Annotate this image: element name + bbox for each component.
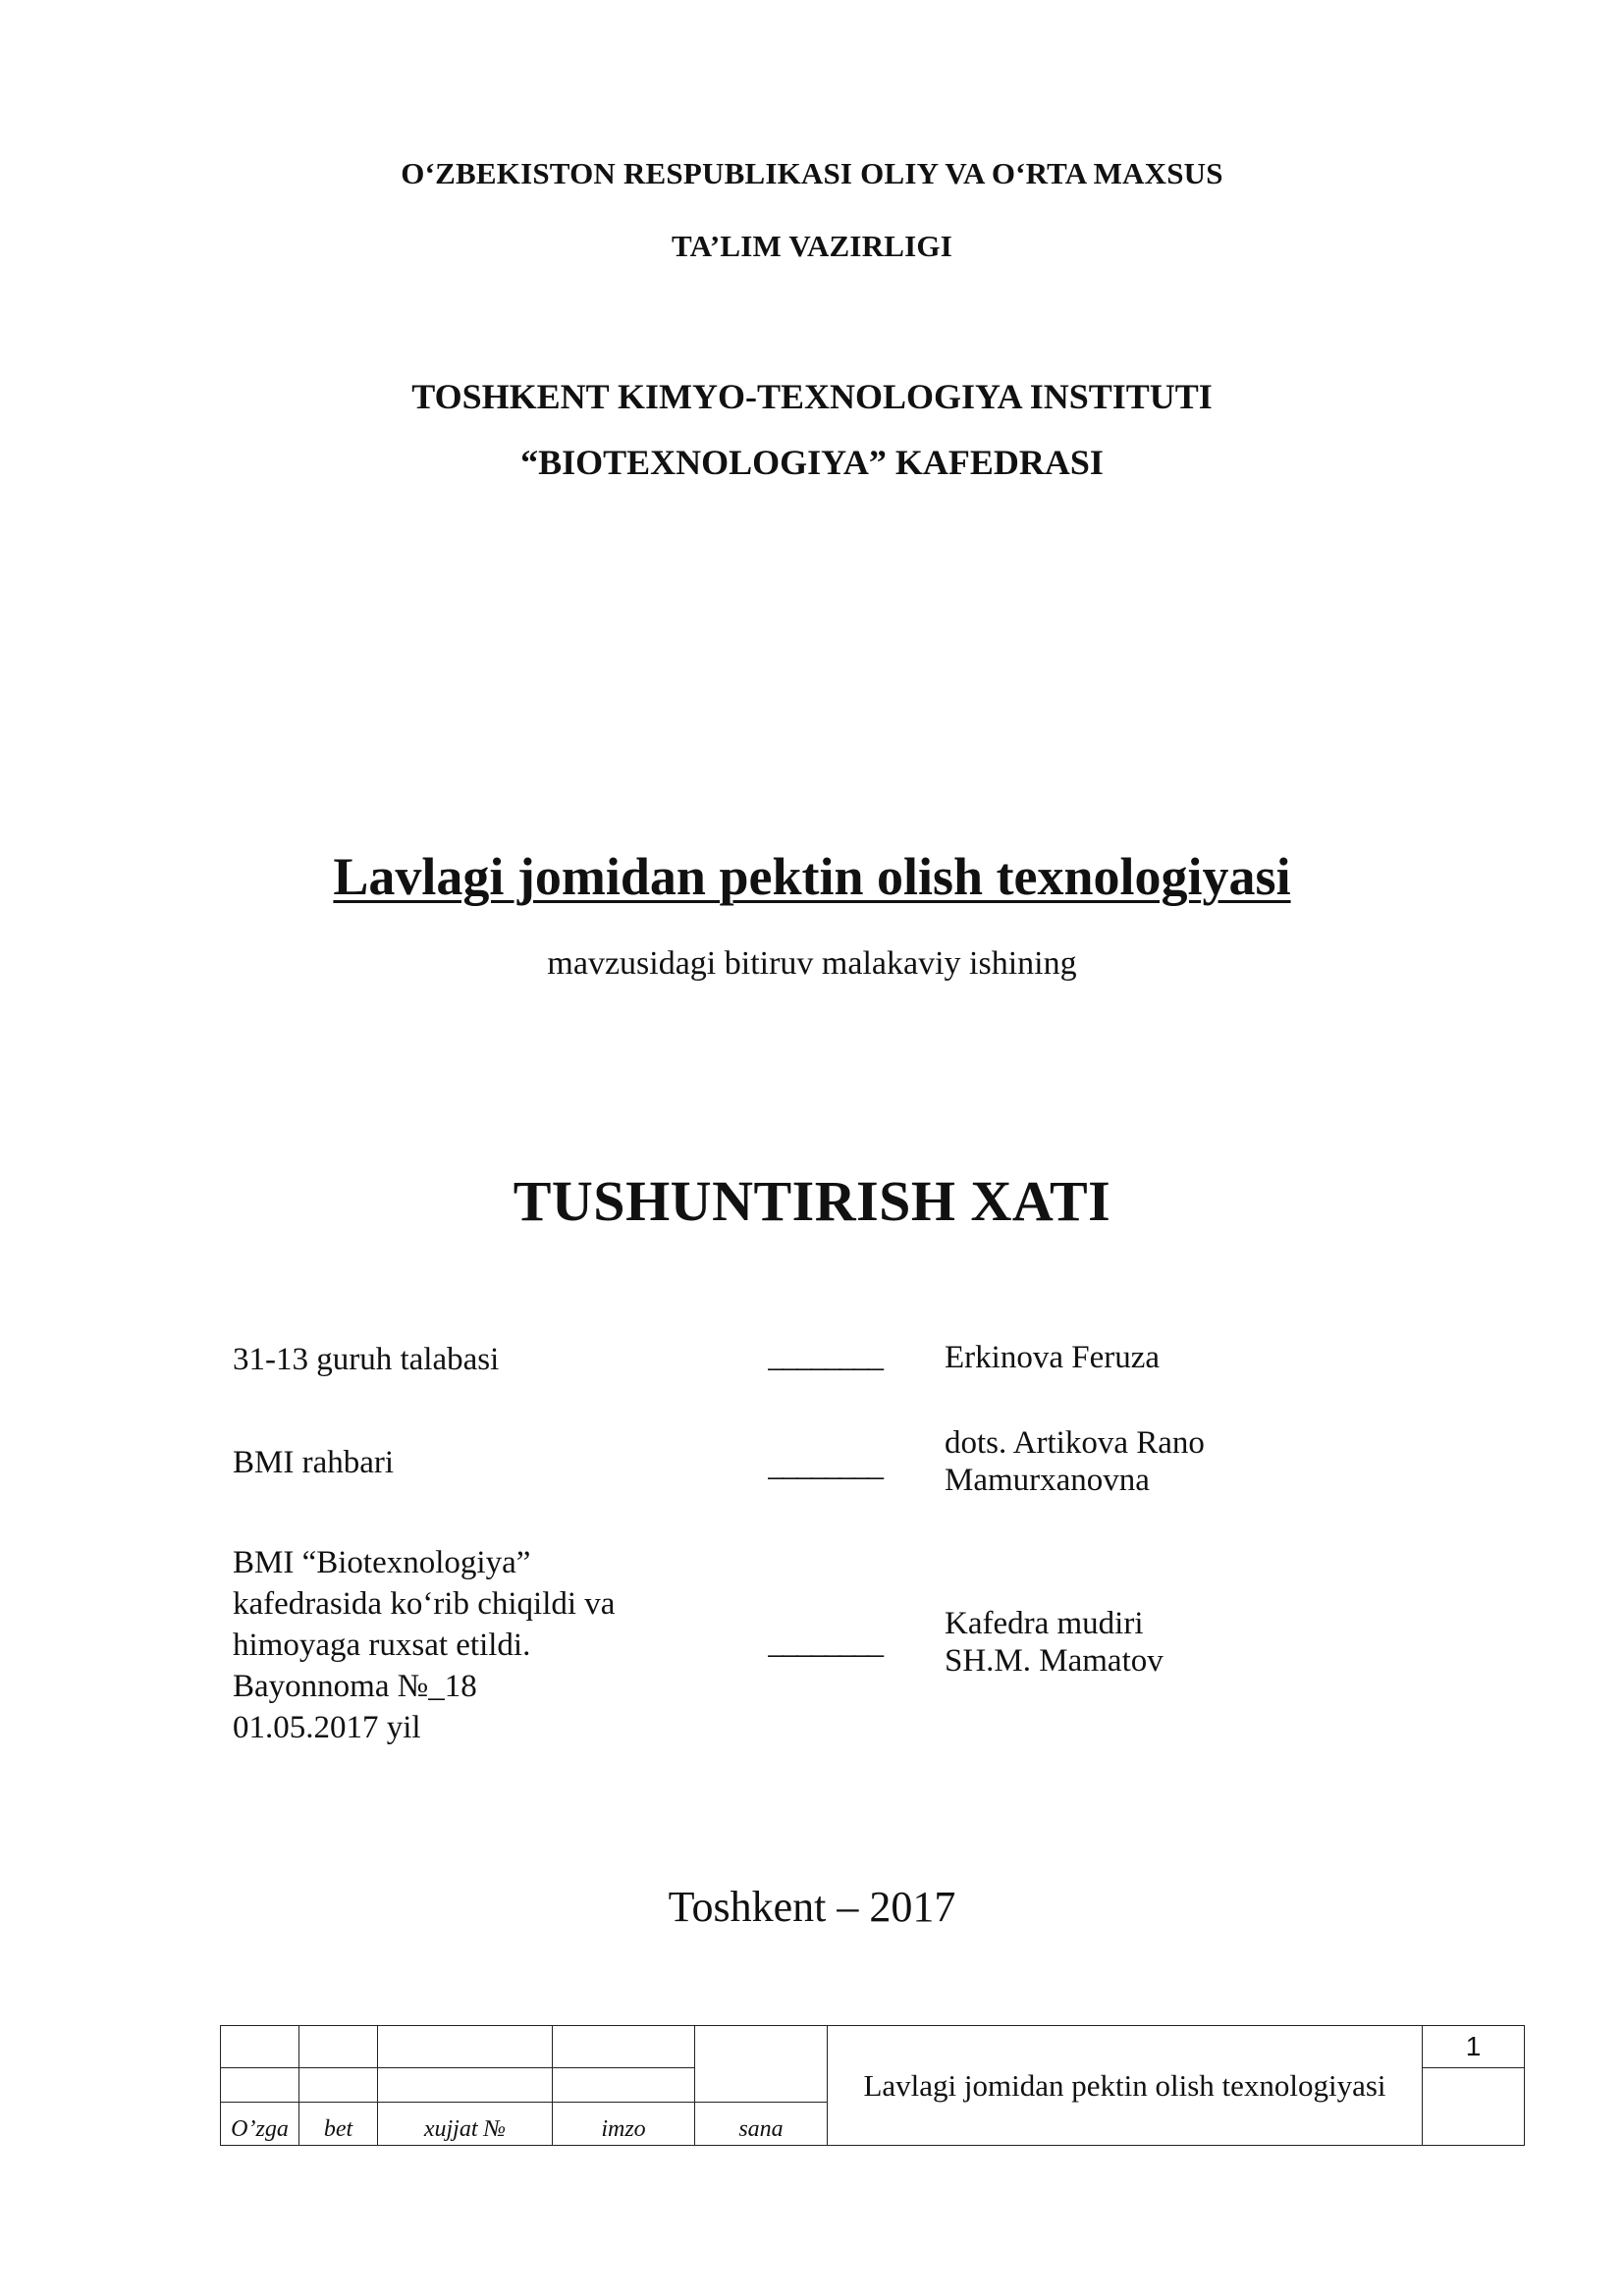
title-block-stamp — [220, 2025, 1524, 2145]
signature-row-2-role — [233, 1442, 743, 1483]
topic-subtitle: mavzusidagi bitiruv malakaviy ishining — [547, 945, 1077, 982]
stamp-cell — [378, 2068, 553, 2103]
document-kind-title: TUSHUNTIRISH XATI — [513, 1169, 1111, 1233]
institute-name: TOSHKENT KIMYO-TEXNOLOGIYA INSTITUTI — [411, 377, 1213, 416]
stamp-label-page: bet — [299, 2103, 378, 2146]
stamp-document-title: Lavlagi jomidan pektin olish texnologiyasi — [828, 2026, 1423, 2146]
signature-row-3-line: ________ — [768, 1626, 882, 1661]
stamp-cell — [221, 2026, 299, 2068]
signature-row-1-line: ________ — [768, 1339, 882, 1374]
stamp-cell — [221, 2068, 299, 2103]
role-line: BMI rahbari — [233, 1445, 395, 1480]
stamp-cell — [378, 2026, 553, 2068]
signature-row-2-line: ________ — [768, 1448, 882, 1483]
role-line: himoyaga ruxsat etildi. — [233, 1628, 531, 1663]
stamp-cell — [553, 2068, 695, 2103]
stamp-sheet-number: 1 — [1423, 2026, 1525, 2068]
topic-title: Lavlagi jomidan pektin olish texnologiyasi — [333, 847, 1291, 906]
ministry-line-1: O‘ZBEKISTON RESPUBLIKASI OLIY VA O‘RTA MAXSUS — [401, 156, 1223, 190]
department-name: “BIOTEXNOLOGIYA” KAFEDRASI — [520, 443, 1104, 482]
stamp-label-change: O’zga — [221, 2103, 299, 2146]
role-line: 31-13 guruh talabasi — [233, 1342, 500, 1377]
signature-row-3-role — [233, 1542, 743, 1748]
role-line: 01.05.2017 yil — [233, 1710, 421, 1745]
stamp-label-date: sana — [695, 2103, 828, 2146]
role-line: BMI “Biotexnologiya” — [233, 1545, 531, 1580]
stamp-cell — [553, 2026, 695, 2068]
place-and-year: Toshkent – 2017 — [668, 1883, 956, 1931]
name-line: Kafedra mudiri — [945, 1606, 1144, 1641]
signature-row-1-role — [233, 1339, 743, 1380]
stamp-cell — [299, 2026, 378, 2068]
stamp-cell — [299, 2068, 378, 2103]
signature-row-1-name — [945, 1339, 1357, 1376]
name-line: dots. Artikova Rano — [945, 1425, 1205, 1461]
ministry-line-2: TA’LIM VAZIRLIGI — [672, 229, 952, 263]
signature-row-3-name — [945, 1605, 1357, 1680]
name-line: Mamurxanovna — [945, 1463, 1150, 1498]
role-line: kafedrasida ko‘rib chiqildi va — [233, 1586, 616, 1622]
name-line: SH.M. Mamatov — [945, 1643, 1164, 1679]
stamp-cell — [1423, 2068, 1525, 2146]
signature-row-2-name — [945, 1424, 1357, 1499]
name-line: Erkinova Feruza — [945, 1340, 1160, 1375]
role-line: Bayonnoma №_18 — [233, 1669, 477, 1704]
stamp-label-signature: imzo — [553, 2103, 695, 2146]
stamp-cell — [695, 2026, 828, 2103]
stamp-label-document-number: xujjat № — [378, 2103, 553, 2146]
